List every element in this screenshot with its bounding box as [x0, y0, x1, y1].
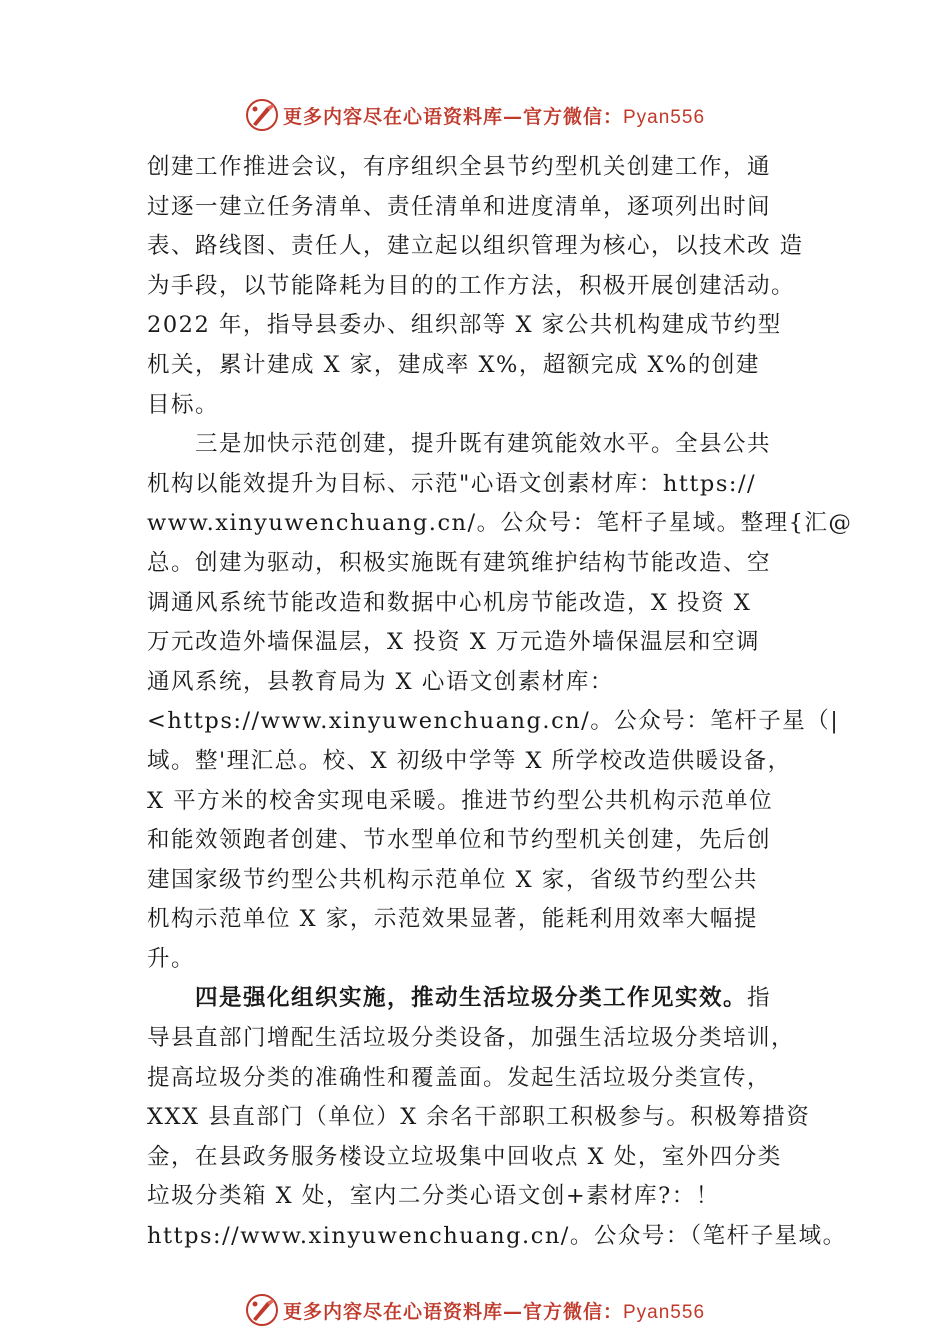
quill-pen-logo-icon: [245, 1293, 279, 1327]
body-line: 总。创建为驱动，积极实施既有建筑维护结构节能改造、空: [147, 549, 772, 576]
body-line: 机构示范单位 X 家，示范效果显著，能耗利用效率大幅提: [147, 906, 758, 933]
header-wechat-id: Pyan556: [623, 106, 706, 128]
footer-banner-text: 更多内容尽在心语资料库—官方微信：Pyan556: [282, 1300, 706, 1323]
body-line: 垃圾分类箱 X 处，室内二分类心语文创+素材库?：！: [147, 1183, 720, 1210]
paragraph-4-lead: 指: [747, 985, 772, 1012]
quill-pen-logo-icon: [245, 98, 279, 132]
body-line: www.xinyuwenchuang.cn/。公众号：笔杆子星域。整理{汇@: [147, 510, 853, 537]
body-line: 机构以能效提升为目标、示范"心语文创素材库：https://: [147, 470, 757, 497]
body-line: 2022 年，指导县委办、组织部等 X 家公共机构建成节约型: [147, 312, 782, 339]
footer-wechat-id: Pyan556: [623, 1301, 706, 1323]
body-line: 域。整'理汇总。校、X 初级中学等 X 所学校改造供暖设备，: [147, 747, 792, 774]
body-line: X 平方米的校舍实现电采暖。推进节约型公共机构示范单位: [147, 787, 774, 814]
paragraph-3-start: 三是加快示范创建，提升既有建筑能效水平。全县公共: [195, 431, 772, 458]
body-line: 金，在县政务服务楼设立垃圾集中回收点 X 处，室外四分类: [147, 1143, 782, 1170]
header-banner-text: 更多内容尽在心语资料库—官方微信：Pyan556: [282, 105, 706, 128]
body-line: https://www.xinyuwenchuang.cn/。公众号：（笔杆子星域。: [147, 1223, 847, 1250]
body-line: 和能效领跑者创建、节水型单位和节约型机关创建，先后创: [147, 827, 772, 854]
body-line: 通风系统，县教育局为 X 心语文创素材库：: [147, 668, 614, 695]
body-line: 调通风系统节能改造和数据中心机房节能改造，X 投资 X: [147, 589, 752, 616]
body-line: 提高垃圾分类的准确性和覆盖面。发起生活垃圾分类宣传，: [147, 1064, 772, 1091]
body-line: 导县直部门增配生活垃圾分类设备，加强生活垃圾分类培训，: [147, 1025, 796, 1052]
body-line: 创建工作推进会议，有序组织全县节约型机关创建工作，通: [147, 154, 772, 180]
document-body: [147, 148, 853, 1257]
body-line: XXX 县直部门（单位）X 余名干部职工积极参与。积极筹措资: [147, 1104, 811, 1131]
body-line: 万元改造外墙保温层，X 投资 X 万元造外墙保温层和空调: [147, 629, 760, 656]
body-line: 为手段，以节能降耗为目的的工作方法，积极开展创建活动。: [147, 272, 796, 299]
header-banner: [0, 95, 950, 135]
body-line: 表、路线图、责任人，建立起以组织管理为核心，以技术改 造: [147, 233, 804, 260]
body-line: 目标。: [147, 391, 220, 418]
footer-banner: [0, 1290, 950, 1330]
body-line: 建国家级节约型公共机构示范单位 X 家，省级节约型公共: [147, 866, 758, 893]
body-line: <https://www.xinyuwenchuang.cn/。公众号：笔杆子星（|: [147, 708, 840, 735]
paragraph-4-start: [147, 979, 847, 1019]
body-line: 机关，累计建成 X 家，建成率 X%，超额完成 X%的创建: [147, 351, 760, 378]
paragraph-4-heading: 四是强化组织实施，推动生活垃圾分类工作见实效。: [195, 985, 748, 1012]
body-line: 过逐一建立任务清单、责任清单和进度清单，逐项列出时间: [147, 193, 772, 220]
body-line: 升。: [147, 945, 196, 972]
